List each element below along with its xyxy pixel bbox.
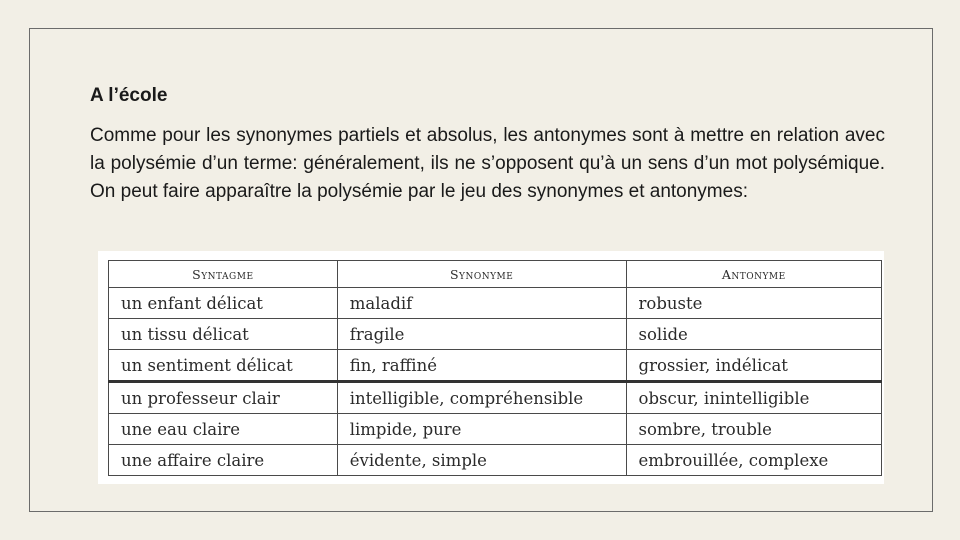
synonyme-cell: fragile xyxy=(337,319,626,350)
syntagme-cell: une eau claire xyxy=(109,414,338,445)
synonyme-cell: fin, raffiné xyxy=(337,350,626,382)
body-paragraph: Comme pour les synonymes partiels et absolus, les antonymes sont à mettre en relation avec la polysémie d’un terme: généralement, ils ne s’opposent qu’à un sens d’un mot polysémique. On peut faire apparaître la polysémie par le jeu des synonymes et antonymes: xyxy=(90,125,885,202)
antonyme-cell: robuste xyxy=(626,288,881,319)
table-row xyxy=(109,414,882,445)
table-image xyxy=(98,251,884,484)
table-row xyxy=(109,382,882,414)
syntagme-cell: une affaire claire xyxy=(109,445,338,476)
header-antonyme: Antonyme xyxy=(626,261,881,288)
table-row xyxy=(109,350,882,382)
synonym-antonym-table xyxy=(108,260,882,476)
synonyme-cell: limpide, pure xyxy=(337,414,626,445)
slide-title: A l’école xyxy=(90,85,168,106)
table-header-row xyxy=(109,261,882,288)
antonyme-cell: embrouillée, complexe xyxy=(626,445,881,476)
antonyme-cell: sombre, trouble xyxy=(626,414,881,445)
syntagme-cell: un professeur clair xyxy=(109,382,338,414)
syntagme-cell: un tissu délicat xyxy=(109,319,338,350)
synonyme-cell: intelligible, compréhensible xyxy=(337,382,626,414)
table-row xyxy=(109,445,882,476)
syntagme-cell: un enfant délicat xyxy=(109,288,338,319)
header-synonyme: Synonyme xyxy=(337,261,626,288)
synonyme-cell: maladif xyxy=(337,288,626,319)
header-syntagme: Syntagme xyxy=(109,261,338,288)
antonyme-cell: grossier, indélicat xyxy=(626,350,881,382)
syntagme-cell: un sentiment délicat xyxy=(109,350,338,382)
synonyme-cell: évidente, simple xyxy=(337,445,626,476)
table-row xyxy=(109,288,882,319)
table-row xyxy=(109,319,882,350)
antonyme-cell: obscur, inintelligible xyxy=(626,382,881,414)
antonyme-cell: solide xyxy=(626,319,881,350)
